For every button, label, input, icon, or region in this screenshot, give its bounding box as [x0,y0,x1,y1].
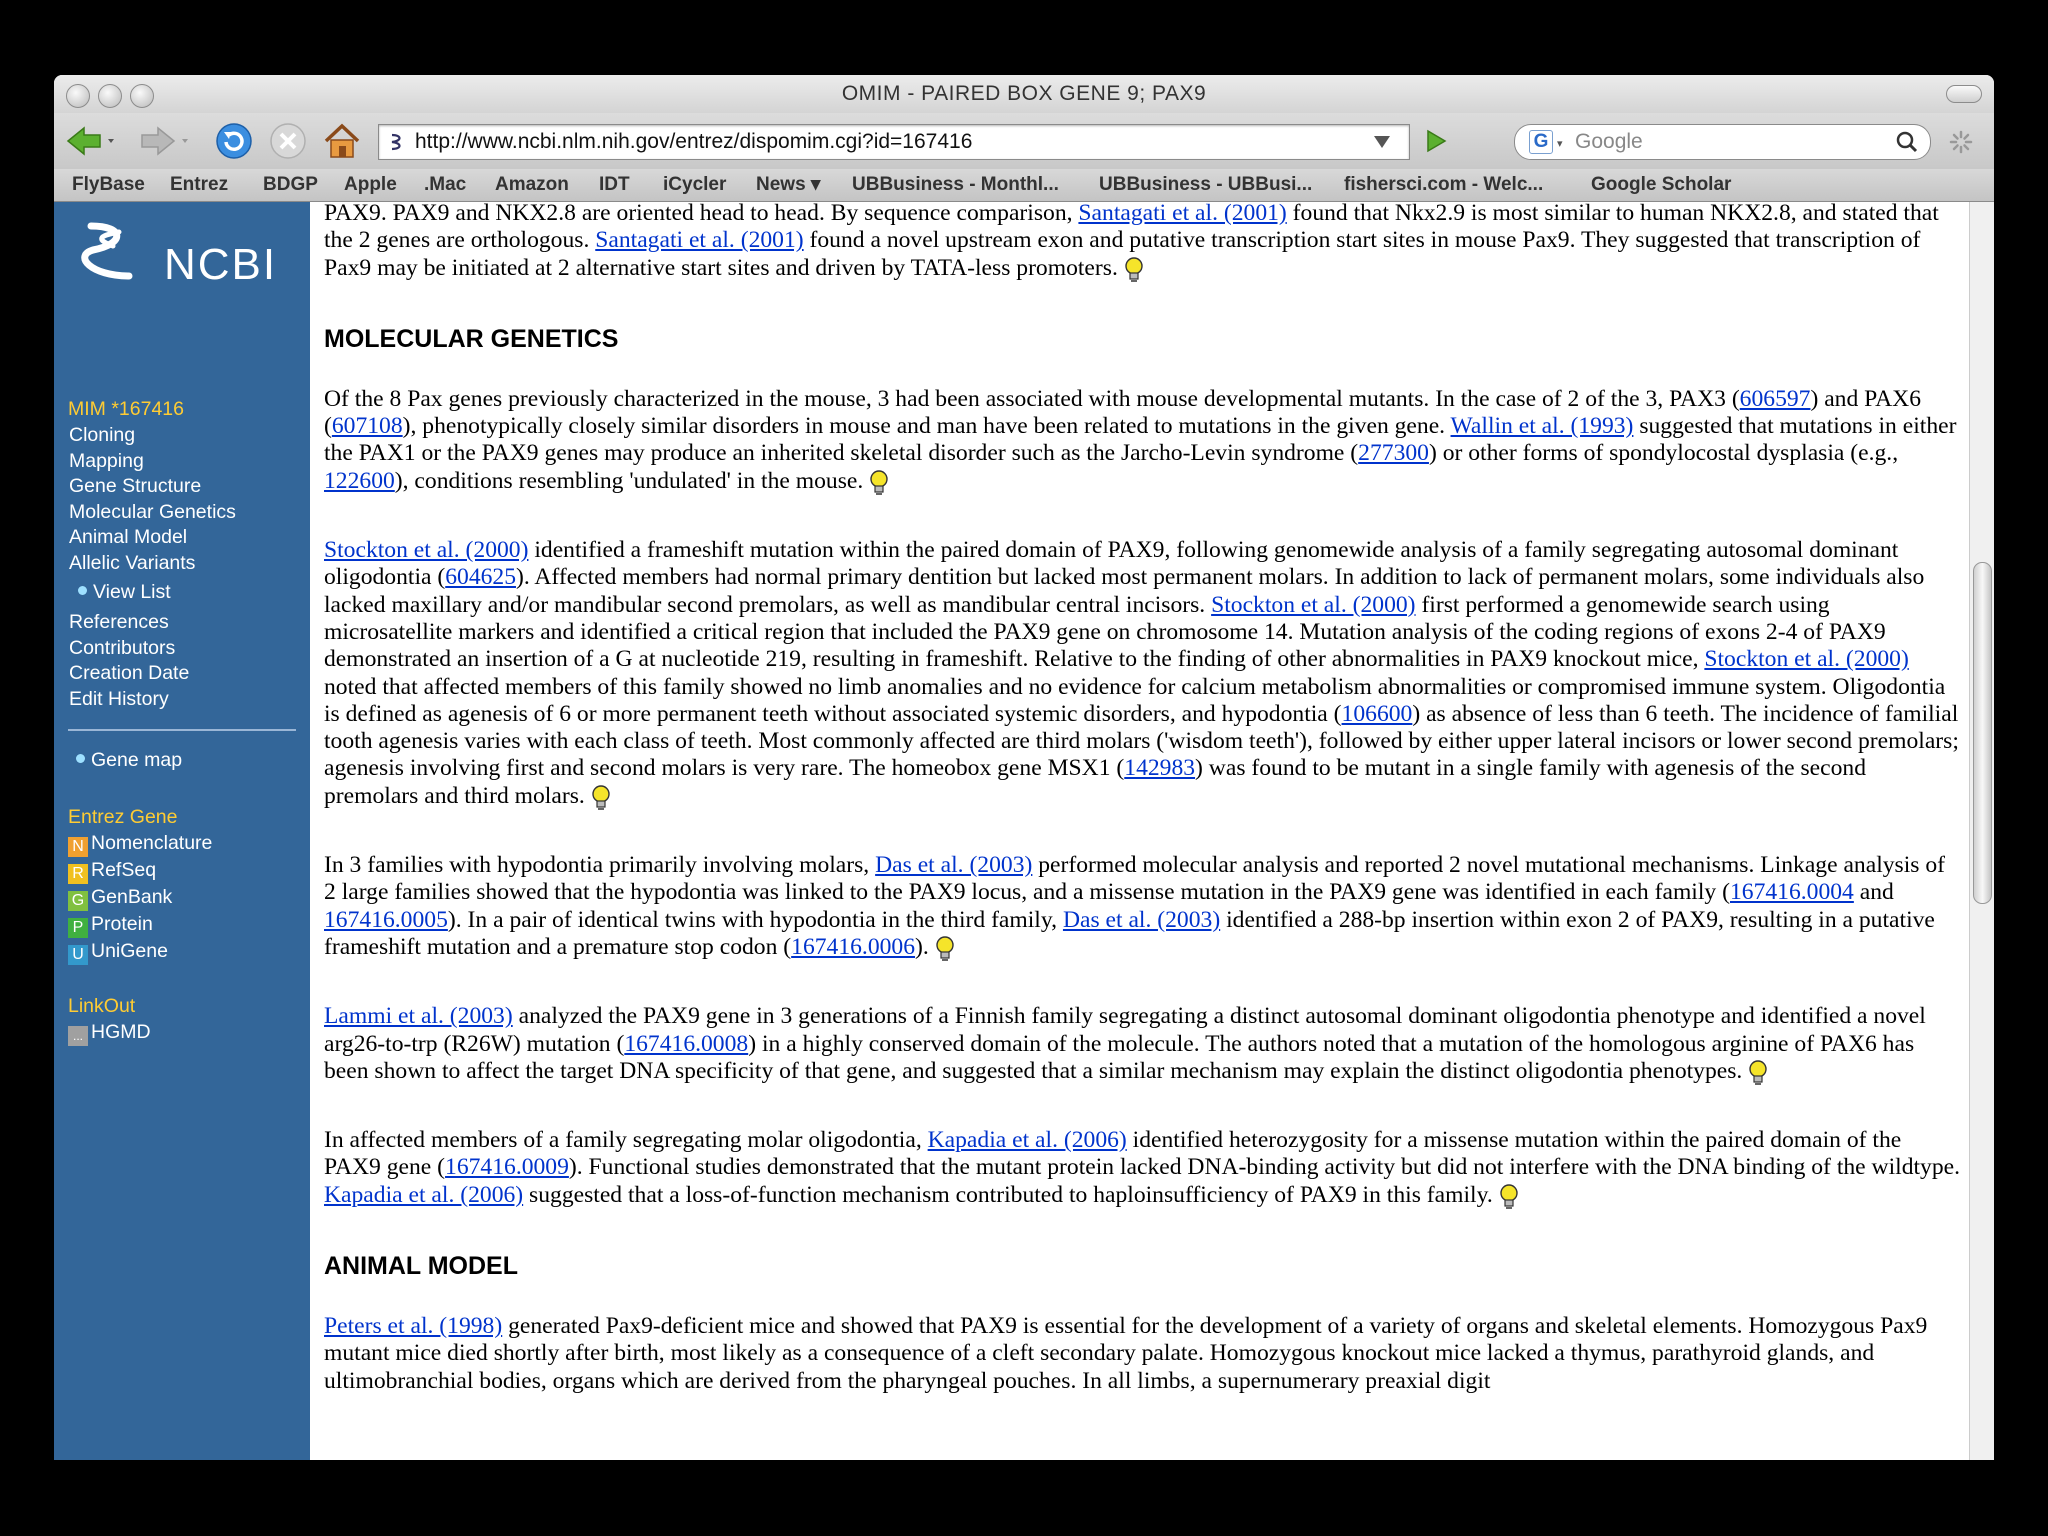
reference-link[interactable]: 167416.0005 [324,906,448,933]
lightbulb-icon[interactable] [869,470,889,503]
entrez-link-unigene[interactable] [68,940,168,965]
paragraph [324,1127,1962,1217]
genbank-badge-icon: G [68,891,88,911]
sidebar-link-animal-model[interactable]: Animal Model [69,526,188,548]
mim-number[interactable]: MIM *167416 [68,398,184,420]
reference-link[interactable]: Lammi et al. (2003) [324,1003,513,1030]
scrollbar-thumb[interactable] [1973,562,1992,904]
address-bar[interactable] [378,124,1410,160]
sidebar [54,202,310,1460]
paragraph-text: ). In a pair of identical twins with hypodontia in the third family, [447,906,1063,933]
google-engine-icon[interactable]: G [1529,130,1553,154]
reference-link[interactable]: Santagati et al. (2001) [595,227,804,254]
navigation-toolbar [54,113,1994,169]
nomenclature-badge-icon: N [68,837,88,857]
paragraph-text: performed molecular analysis and reported 2 novel mutational mechanisms. Linkage analysis of 2 large families showed that the hypodontia was linked to the PAX9 locus, and a missense mutation in the PAX9 gene was identified in each family ( [324,852,1946,906]
entrez-link-genbank[interactable] [68,886,172,911]
paragraph-text: and [1853,879,1894,906]
engine-dropdown-icon[interactable]: ▾ [1557,138,1563,150]
reference-link[interactable]: Santagati et al. (2001) [1078,202,1287,226]
reference-link[interactable]: 167416.0008 [624,1030,749,1057]
bookmark-ubbusiness-ubbusi[interactable]: UBBusiness - UBBusi... [1099,174,1313,195]
paragraph [324,1003,1962,1093]
paragraph [324,202,1962,290]
bookmark-entrez[interactable]: Entrez [170,174,229,195]
entrez-link-protein[interactable] [68,913,153,938]
home-icon [322,122,362,160]
url-history-dropdown-icon[interactable] [1373,135,1391,149]
minimize-window-button[interactable] [98,84,122,108]
paragraph-text: ), conditions resembling 'undulated' in the mouse. [394,467,864,494]
bookmark-idt[interactable]: IDT [599,174,630,195]
back-arrow-icon [64,124,120,158]
paragraph-text: PAX9. PAX9 and NKX2.8 are oriented head to head. By sequence comparison, [324,202,1079,226]
bookmark-amazon[interactable]: Amazon [495,174,569,195]
paragraph [324,852,1962,969]
view-list-link[interactable] [78,581,171,604]
sidebar-link-references[interactable]: References [69,611,169,633]
site-icon [387,132,407,152]
zoom-window-button[interactable] [130,84,154,108]
entrez-link-refseq[interactable] [68,859,156,884]
paragraph-text: ). Functional studies demonstrated that the mutant protein lacked DNA-binding activity but did not interfere with the DNA binding of the wildtype. [568,1154,1961,1181]
reference-link[interactable]: 122600 [324,467,395,494]
paragraph-text: ). [915,933,929,960]
paragraph-text: suggested that a loss-of-function mechanism contributed to haploinsufficiency of PAX9 in this family. [523,1181,1493,1208]
close-window-button[interactable] [66,84,90,108]
reference-link[interactable]: 606597 [1739,385,1811,412]
paragraph-text: In 3 families with hypodontia primarily involving molars, [324,852,876,879]
bookmark-icycler[interactable]: iCycler [663,174,727,195]
sidebar-link-mapping[interactable]: Mapping [69,450,144,472]
home-button[interactable] [322,121,362,161]
search-bar[interactable] [1514,124,1931,160]
paragraph-text: Of the 8 Pax genes previously characterized in the mouse, 3 had been associated with mouse developmental mutants. In the case of 2 of the 3, PAX3 ( [324,385,1740,412]
reference-link[interactable]: Stockton et al. (2000) [324,537,529,564]
loading-throbber-icon [1949,130,1973,154]
lightbulb-icon[interactable] [1499,1184,1519,1217]
forward-arrow-icon [138,124,194,158]
entrez-link-label: Nomenclature [91,832,213,854]
lightbulb-icon[interactable] [935,936,955,969]
paragraph-text: ), phenotypically closely similar disorders in mouse and man have been related to mutations in the given gene. [402,413,1451,440]
paragraph-text: identified a frameshift mutation within the paired domain of PAX9, following genomewide analysis of a family segregating autosomal dominant oligodontia ( [324,537,1899,591]
search-icon[interactable] [1896,131,1918,153]
go-button[interactable] [1416,121,1456,161]
linkout-heading[interactable]: LinkOut [68,995,136,1017]
reference-link[interactable]: Kapadia et al. (2006) [927,1127,1127,1154]
sidebar-link-allelic-variants[interactable]: Allelic Variants [69,552,196,574]
reference-link[interactable]: Kapadia et al. (2006) [324,1181,524,1208]
bullet-icon [76,754,85,763]
paragraph-text: ) or other forms of spondylocostal dysplasia (e.g., [1428,440,1899,467]
bookmark-flybase[interactable]: FlyBase [72,174,145,195]
back-button[interactable] [62,121,122,161]
stop-button[interactable] [268,121,308,161]
paragraph-text: ) in a highly conserved domain of the molecule. The authors noted that a mutation of the homologous arginine of PAX6 has been shown to affect the target DNA specificity of that gene, and suggested that a similar mechanism may explain the distinct oligodontia phenotypes. [324,1030,1915,1084]
lightbulb-icon[interactable] [1748,1060,1768,1093]
article-body [324,202,1962,1429]
paragraph [324,386,1962,503]
hgmd-label: HGMD [91,1021,151,1043]
reference-link[interactable]: Stockton et al. (2000) [1211,591,1416,618]
paragraph-text: suggested that mutations in either the PAX1 or the PAX9 genes may produce an inherited skeletal disorder such as the Jarcho-Levin syndrome ( [324,413,1957,467]
reference-link[interactable]: Wallin et al. (1993) [1450,413,1634,440]
reload-button[interactable] [214,121,254,161]
bookmark-news-folder[interactable]: News ▾ [756,174,821,195]
toolbar-toggle-button[interactable] [1946,85,1982,103]
entrez-gene-heading[interactable]: Entrez Gene [68,806,178,828]
paragraph-text: analyzed the PAX9 gene in 3 generations of a Finnish family segregating a distinct autosomal dominant oligodontia phenotype and identified a novel arg26-to-trp (R26W) mutation ( [324,1003,1926,1057]
paragraph-text: ) as absence of less than 6 teeth. The incidence of familial tooth agenesis varies with each class of teeth. Most commonly affected are third molars ('wisdom teeth'), followed by either upper lateral incisors or lower second premolars; agenesis involving first and second molars is very rare. The homeobox gene MSX1 ( [324,700,1959,782]
entrez-link-label: RefSeq [91,859,157,881]
reference-link[interactable]: 604625 [445,564,517,591]
reference-link[interactable]: Peters et al. (1998) [324,1313,503,1340]
paragraph-text: identified heterozygosity for a missense mutation within the paired domain of the PAX9 gene ( [324,1127,1902,1181]
browser-window [54,75,1994,1460]
linkout-link-hgmd[interactable] [68,1021,151,1046]
sidebar-divider [68,729,296,731]
view-list-label: View List [93,581,171,603]
paragraph-text: found that Nkx2.9 is most similar to human NKX2.8, and stated that the 2 genes are orthologous. [324,202,1939,254]
ncbi-helix-icon [79,220,139,284]
reference-link[interactable]: 167416.0006 [791,933,916,960]
reference-link[interactable]: 277300 [1358,440,1429,467]
reference-link[interactable]: Das et al. (2003) [875,852,1033,879]
sidebar-link-cloning[interactable]: Cloning [69,424,136,446]
reference-link[interactable]: Das et al. (2003) [1062,906,1221,933]
stop-icon [269,122,307,160]
entrez-link-label: Protein [91,913,153,935]
lightbulb-icon[interactable] [1124,257,1144,290]
entrez-link-label: UniGene [91,940,168,962]
bookmark-apple[interactable]: Apple [344,174,397,195]
bullet-icon [78,586,87,595]
ncbi-logo[interactable] [79,220,278,289]
paragraph-text: generated Pax9-deficient mice and showed that PAX9 is essential for the development of a variety of organs and skeletal elements. Homozygous Pax9 mutant mice died shortly after birth, most likely as a consequence of a cleft secondary palate. Homozygous knockout mice lacked a thymus, parathyroid glands, and ultimobranchial bodies, organs which are derived from the pharyngeal pouches. In all limbs, a supernumerary preaxial digit [324,1313,1928,1394]
search-input[interactable]: Google [1575,130,1643,153]
sidebar-link-contributors[interactable]: Contributors [69,637,176,659]
entrez-link-nomenclature[interactable] [68,832,212,857]
title-bar [54,75,1994,113]
forward-button[interactable] [136,121,196,161]
bookmarks-bar [54,169,1994,202]
sidebar-link-gene-structure[interactable]: Gene Structure [69,475,202,497]
url-text: http://www.ncbi.nlm.nih.gov/entrez/dispomim.cgi?id=167416 [415,130,973,153]
paragraph-text: identified a 288-bp insertion within exon 2 of PAX9, resulting in a putative frameshift mutation and a premature stop codon ( [324,906,1935,960]
reference-link[interactable]: 142983 [1124,755,1196,782]
bookmark-mac[interactable]: .Mac [424,174,467,195]
paragraph-text: noted that affected members of this family showed no limb anomalies and no evidence for calcium metabolism abnormalities or compromised immune system. Oligodontia is defined as agenesis of 6 or more permanent teeth without associated systemic disorders, and hypodontia ( [324,673,1946,727]
reference-link[interactable]: 167416.0009 [445,1154,569,1181]
reference-link[interactable]: Stockton et al. (2000) [1704,646,1909,673]
go-arrow-icon [1423,128,1449,154]
gene-map-link[interactable] [76,749,182,772]
refseq-badge-icon: R [68,864,88,884]
bookmark-fishersci[interactable]: fishersci.com - Welc... [1344,174,1544,195]
paragraph-text: found a novel upstream exon and putative transcription start sites in mouse Pax9. They suggested that transcription of Pax9 may be initiated at 2 alternative start sites and driven by TATA-less promoters. [324,227,1921,281]
lightbulb-icon[interactable] [591,785,611,818]
paragraph [324,537,1962,818]
reference-link[interactable]: 607108 [331,413,403,440]
paragraph-text: first performed a genomewide search using microsatellite markers and identified a critical region that included the PAX9 gene on chromosome 14. Mutation analysis of the coding regions of exons 2-4 of PAX9 demonstrated an insertion of a G at nucleotide 219, resulting in frameshift. Relative to the finding of other abnormalities in PAX9 knockout mice, [324,591,1886,673]
section-heading-animal-model: ANIMAL MODEL [324,1252,518,1281]
page-content [310,202,1970,1460]
bookmark-ubbusiness-monthly[interactable]: UBBusiness - Monthl... [852,174,1059,195]
paragraph-text: In affected members of a family segregating molar oligodontia, [324,1127,928,1154]
bookmark-google-scholar[interactable]: Google Scholar [1591,174,1732,195]
gene-map-label: Gene map [91,749,183,771]
unigene-badge-icon: U [68,945,88,965]
sidebar-link-edit-history[interactable]: Edit History [69,688,169,710]
section-heading-molecular-genetics: MOLECULAR GENETICS [324,324,619,353]
window-title: OMIM - PAIRED BOX GENE 9; PAX9 [841,82,1207,105]
sidebar-link-creation-date[interactable]: Creation Date [69,662,190,684]
sidebar-link-molecular-genetics[interactable]: Molecular Genetics [69,501,236,523]
paragraph-text: ) was found to be mutant in a single family with agenesis of the second premolars and third molars. [324,755,1867,809]
ncbi-logo-text: NCBI [164,240,278,289]
reference-link[interactable]: 167416.0004 [1729,879,1854,906]
paragraph-text: ) and PAX6 ( [324,385,1922,440]
paragraph [324,1313,1962,1395]
vertical-scrollbar[interactable] [1969,202,1994,1460]
bookmark-bdgp[interactable]: BDGP [263,174,318,195]
protein-badge-icon: P [68,918,88,938]
paragraph-text: ). Affected members had normal primary dentition but lacked most permanent molars. In addition to lack of permanent molars, some individuals also lacked maxillary and/or mandibular second premolars, as well as mandibular central incisors. [324,564,1925,618]
hgmd-badge-icon: ... [68,1026,88,1046]
reload-icon [215,122,253,160]
entrez-link-label: GenBank [91,886,173,908]
reference-link[interactable]: 106600 [1341,700,1413,727]
